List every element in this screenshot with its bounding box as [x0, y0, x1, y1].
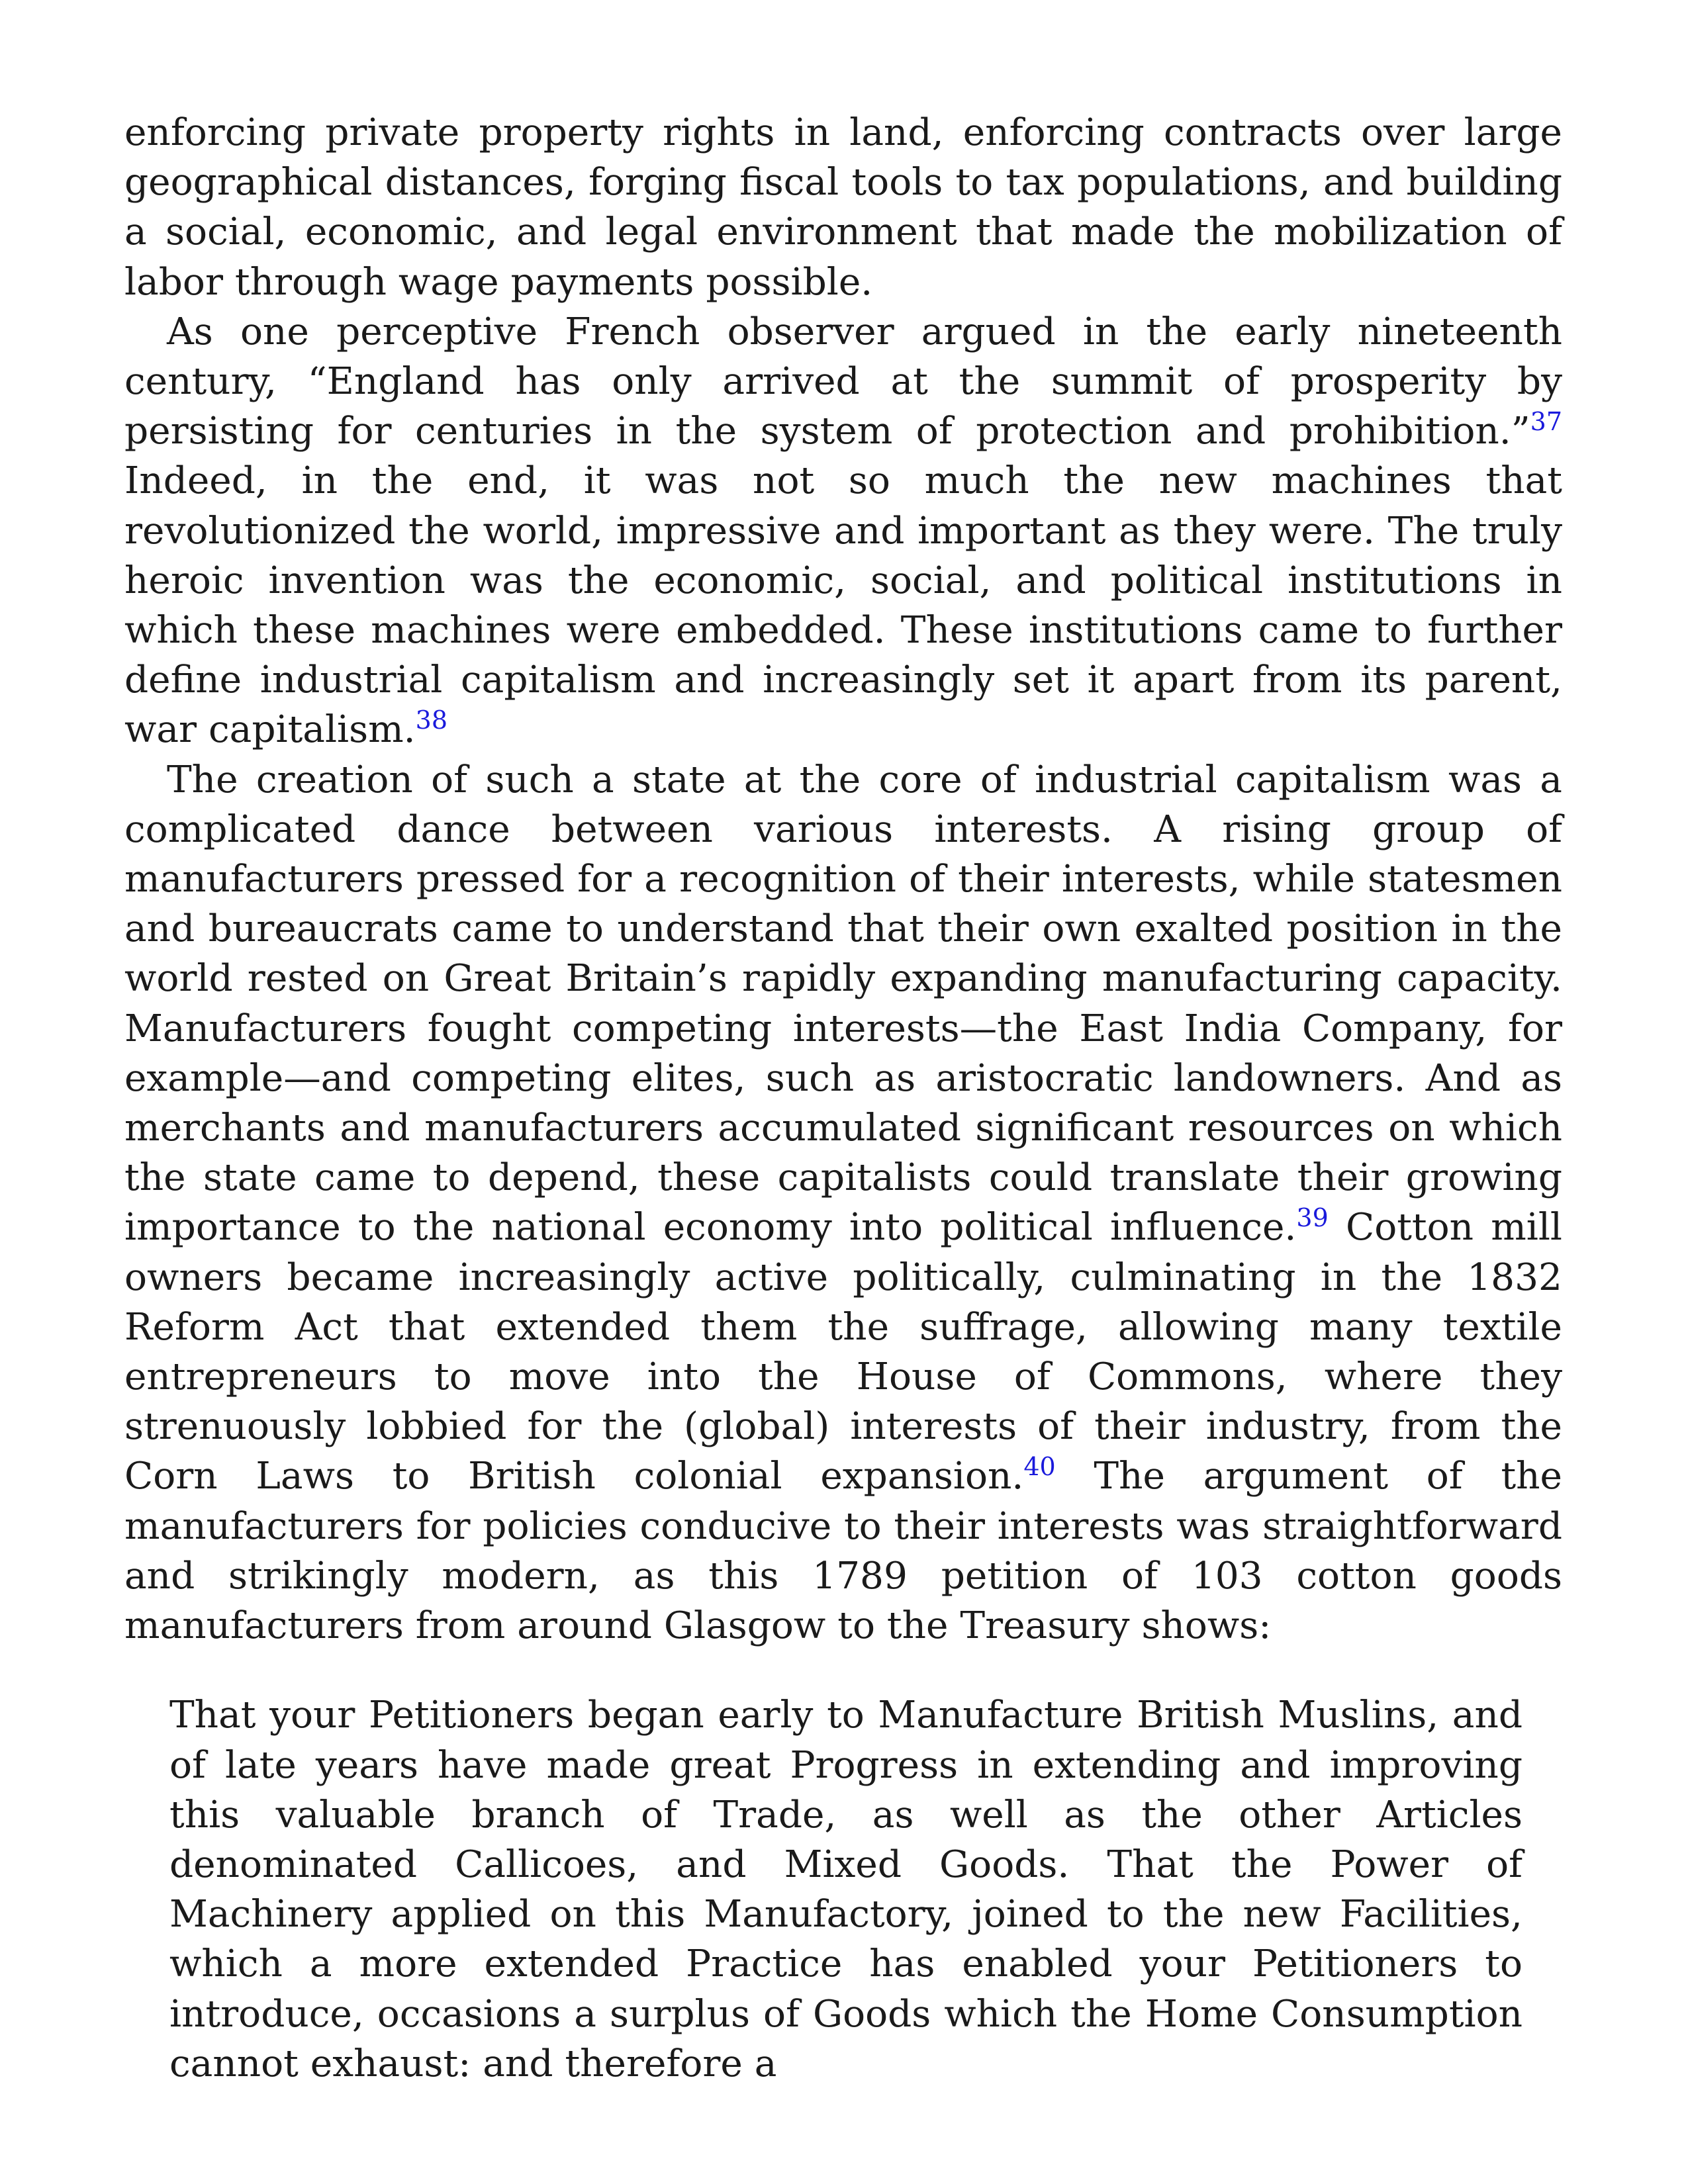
block-quote: That your Petitioners began early to Manufacture British Muslins, and of late years have made great Progress in extending and improving this valuable branch of Trade, as well as the other Articles denominated Callicoes, and Mixed Goods. That the Power of Machinery applied on this Manufactory, joined to the new Facilities, which a more extended Practice has enabled your Petitioners to introduce, occasions a surplus of Goods which the Home Consumption cannot exhaust: and therefore a [169, 1694, 1523, 2085]
footnote-ref-37[interactable]: 37 [1530, 407, 1562, 437]
footnote-ref-38[interactable]: 38 [415, 705, 447, 735]
paragraph-3 [124, 755, 1562, 1651]
paragraph-2 [124, 307, 1562, 755]
text-segment: Cotton mill owners became increasingly active politically, culminating in the 1832 Reform Act that extended them the suffrage, allowing many textile entrepreneurs to move into the House of Commons, where they strenuously lobbied for the (global) interests of their industry, from the Corn Laws to British colonial expansion. [124, 1206, 1563, 1498]
text-segment: The argument of the manufacturers for policies conducive to their interests was straightforward and strikingly modern, as this 1789 petition of 103 cotton goods manufacturers from around Glasgow to the Treasury shows: [124, 1455, 1562, 1648]
paragraph-1 [124, 108, 1562, 307]
text-segment: enforcing private property rights in land, enforcing contracts over large geographical distances, forging fiscal tools to tax populations, and building a social, economic, and legal environment that made the mobilization of labor through wage payments possible. [124, 111, 1562, 304]
text-segment: Indeed, in the end, it was not so much the new machines that revolutionized the world, impressive and important as they were. The truly heroic invention was the economic, social, and political institutions in which these machines were embedded. These institutions came to further define industrial capitalism and increasingly set it apart from its parent, war capitalism. [124, 459, 1562, 752]
footnote-ref-40[interactable]: 40 [1023, 1452, 1056, 1482]
text-segment: The creation of such a state at the core of industrial capitalism was a complicated dance between various interests. A rising group of manufacturers pressed for a recognition of their interests, while statesmen and bureaucrats came to understand that their own exalted position in the world rested on Great Britain’s rapidly expanding manufacturing capacity. Manufacturers fought competing interests—the East India Company, for example—and competing elites, such as aristocratic landowners. And as merchants and manufacturers accumulated significant resources on which the state came to depend, these capitalists could translate their growing importance to the national economy into political influence. [124, 758, 1562, 1250]
footnote-ref-39[interactable]: 39 [1296, 1203, 1329, 1233]
text-segment: As one perceptive French observer argued in the early nineteenth century, “England has only arrived at the summit of prosperity by persisting for centuries in the system of protection and prohibition.” [124, 310, 1562, 453]
